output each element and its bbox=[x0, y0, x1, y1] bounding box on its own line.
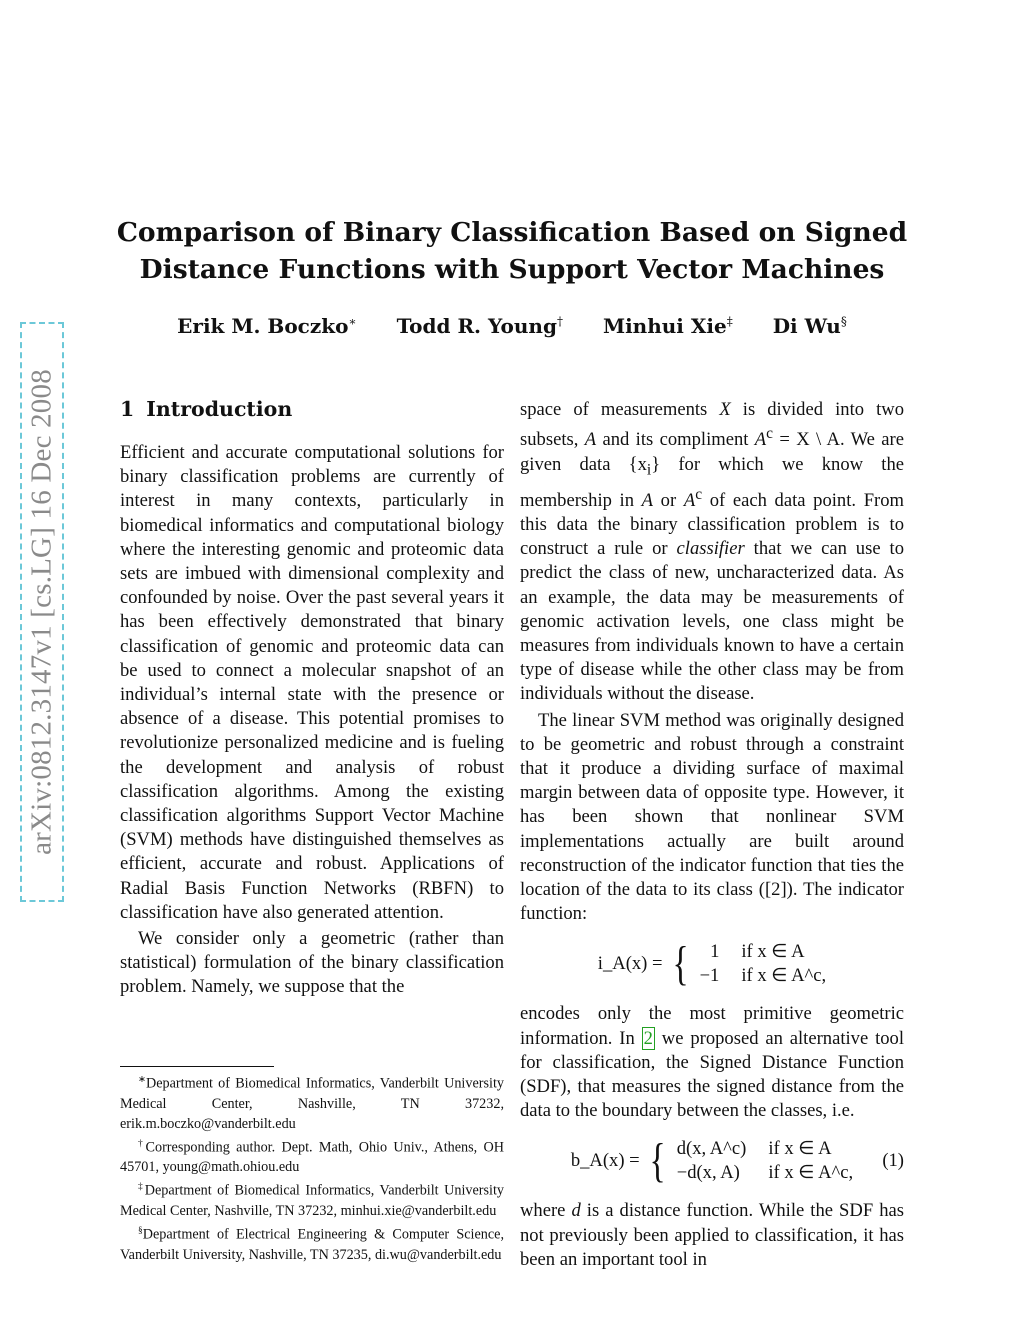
title-line-2: Distance Functions with Support Vector Machines bbox=[139, 254, 885, 285]
author: Di Wu§ bbox=[772, 314, 847, 338]
paragraph: where d is a distance function. While the SDF has not previously been applied to classification, it has been an important tool in bbox=[520, 1200, 904, 1270]
sdf-equation: b_A(x) = { d(x, A^c) if x ∈ A −d(x, A) if x ∈ A^c, (1) bbox=[570, 1134, 904, 1188]
paragraph: Efficient and accurate computational solutions for binary classification problems are currently of interest in many contexts, particularly in biomedical informatics and computational biology where the interesting genomic and proteomic data sets are imbued with dimensional complexity and confounded by noise. Over the past several years it has been effectively demonstrated that binary classification of genomic and proteomic data can be used to connect a molecular snapshot of an individual’s internal state with the presence or absence of a disease. This potential promises to revolutionize personalized medicine and is fueling the development and analysis of robust classification algorithms. Among the existing classification algorithms Support Vector Machine (SVM) methods have distinguished themselves as efficient, accurate and robust. Applications of Radial Basis Function Networks (RBFN) to classification have also generated attention. bbox=[120, 442, 504, 923]
brace-symbol: { bbox=[671, 937, 689, 991]
footnote: ∗Department of Biomedical Informatics, Vanderbilt University Medical Center, Nashville, TN 37232, erik.m.boczko@vanderbilt.edu bbox=[120, 1075, 504, 1132]
brace-symbol: { bbox=[649, 1134, 666, 1188]
footnote: †Corresponding author. Dept. Math, Ohio Univ., Athens, OH 45701, young@math.ohiou.edu bbox=[120, 1138, 505, 1176]
left-column bbox=[120, 395, 504, 1000]
paragraph: space of measurements X is divided into two subsets, A and its compliment $A^c = X$ \ A. We are given data $\{x_i\}$ for which we know the membership in A or $A^c$ of each data point. From this data the binary classification problem is to construct a rule or classifier that we can use to predict the class of new, uncharacterized data. As an example, the data may be measurements of genomic activation levels, one class might be measures from individuals known to have a certain type of disease while the other class may be from individuals without the disease. bbox=[520, 399, 904, 705]
paragraph: encodes only the most primitive geometric information. In 2 we proposed an alternative tool for classification, the Signed Distance Function (SDF), that measures the signed distance from the data to the boundary between the classes, i.e. bbox=[520, 1003, 904, 1122]
right-column bbox=[520, 398, 904, 1272]
author: Erik M. Boczko∗ bbox=[177, 314, 357, 338]
author-list bbox=[100, 314, 924, 338]
citation-link[interactable]: 2 bbox=[643, 1027, 653, 1049]
footnote-rule bbox=[120, 1066, 274, 1067]
author: Todd R. Young† bbox=[396, 314, 563, 338]
paragraph: We consider only a geometric (rather than statistical) formulation of the binary classification problem. Namely, we suppose that the bbox=[120, 928, 504, 998]
section-heading: 1 Introduction bbox=[120, 397, 293, 421]
paragraph: The linear SVM method was originally designed to be geometric and robust through a constraint that it produce a dividing surface of maximal margin between data of opposite type. However, it has been shown that nonlinear SVM implementations actually are built around reconstruction of the indicator function that ties the location of the data to its class ([2]). The indicator function: bbox=[520, 709, 904, 925]
footnote: ‡Department of Biomedical Informatics, Vanderbilt University Medical Center, Nashville, TN 37232, minhui.xie@vanderbilt.edu bbox=[120, 1182, 505, 1220]
arxiv-identifier: arXiv:0812.3147v1 [cs.LG] 16 Dec 2008 bbox=[25, 369, 58, 855]
author: Minhui Xie‡ bbox=[602, 314, 733, 338]
indicator-equation: i_A(x) = { 1 if x ∈ A −1 if x ∈ A^c, bbox=[597, 937, 827, 991]
footnote: §Department of Electrical Engineering & Computer Science, Vanderbilt University, Nashville, TN 37235, di.wu@vanderbilt.edu bbox=[120, 1226, 504, 1263]
equation-number: (1) bbox=[882, 1150, 904, 1172]
footnotes bbox=[120, 1070, 504, 1265]
paper-title bbox=[100, 214, 924, 288]
title-line-1: Comparison of Binary Classification Based on Signed bbox=[116, 217, 908, 248]
